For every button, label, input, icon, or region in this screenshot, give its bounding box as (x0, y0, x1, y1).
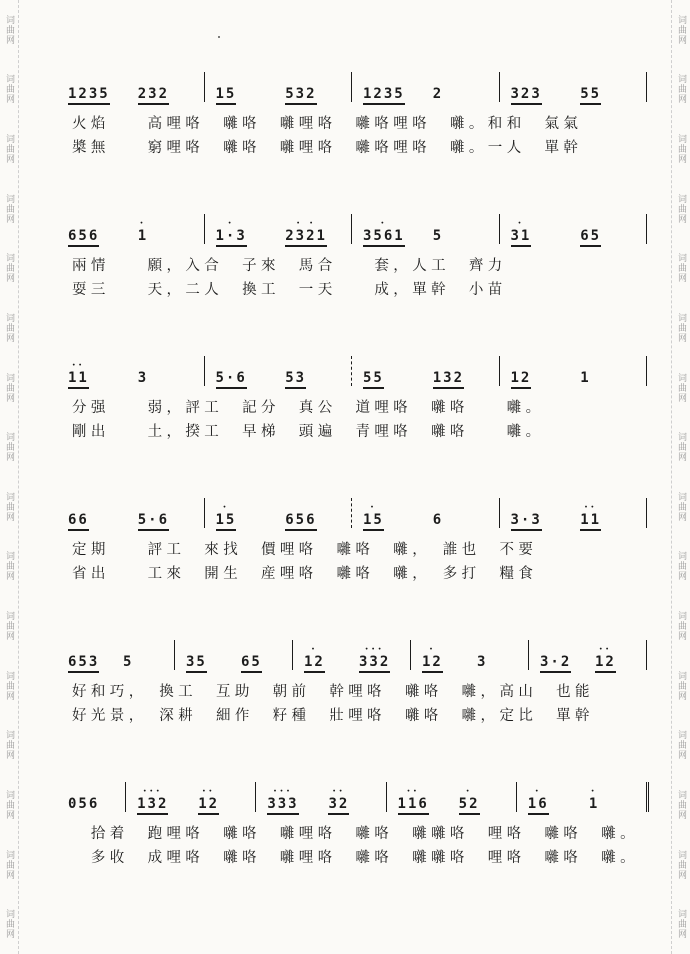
lyric-line: 耍三 天，二人 換工 一天 成，單幹 小苗 (72, 282, 507, 298)
note-group (459, 788, 480, 815)
note-group (216, 220, 247, 247)
watermark-text: 词曲网 (676, 611, 686, 642)
note-digits: 55 (363, 370, 384, 386)
note-group (511, 78, 542, 105)
beam-underline (359, 671, 390, 673)
note-digits: 12 (510, 370, 532, 386)
note-digits: 1·3 (215, 228, 247, 244)
watermark-text: 词曲网 (676, 74, 686, 105)
beam-underline (68, 245, 99, 247)
beam-underline (580, 103, 601, 105)
lyric-line: 拾着 跑哩咯 囃咯 囃哩咯 囃咯 囃囃咯 哩咯 囃咯 囃。 (72, 826, 639, 842)
beam-underline (216, 387, 247, 389)
watermark-text: 词曲网 (4, 611, 14, 642)
beam-underline (422, 671, 443, 673)
octave-dots: · (227, 218, 235, 229)
barline (646, 214, 647, 244)
note-digits: 3561 (363, 228, 405, 244)
note-digits: 5 (123, 654, 134, 670)
note-digits: 3 (477, 654, 488, 670)
no-beam (138, 245, 148, 247)
note-group (363, 220, 405, 247)
note-group (137, 788, 168, 815)
note-digits: 5·6 (215, 370, 247, 386)
watermark-text: 词曲网 (4, 372, 14, 403)
barline (204, 356, 205, 386)
score-system (62, 350, 662, 470)
score-system (62, 776, 662, 896)
note-digits: 333 (267, 796, 299, 812)
left-margin-watermark (0, 0, 19, 954)
beam-underline (328, 813, 349, 815)
note-digits: 15 (215, 512, 237, 528)
watermark-text: 词曲网 (4, 730, 14, 761)
note-digits: 1 (137, 228, 149, 244)
watermark-text: 词曲网 (676, 253, 686, 284)
note-digits: 6 (432, 512, 444, 528)
octave-dots: ·· (71, 360, 85, 371)
beam-underline (285, 387, 306, 389)
note-digits: 12 (422, 654, 443, 670)
note-digits: 656 (68, 228, 100, 244)
notation-row (62, 492, 662, 536)
note-group (68, 220, 99, 247)
beam-underline (285, 529, 316, 531)
beam-underline (216, 245, 247, 247)
page-speck (218, 36, 220, 38)
octave-dots: ·· (202, 786, 216, 797)
note-digits: 52 (458, 796, 480, 812)
note-digits: 31 (510, 228, 532, 244)
barline (292, 640, 293, 670)
barline (646, 356, 647, 386)
no-beam (477, 671, 487, 673)
note-digits: 12 (198, 796, 220, 812)
barline (204, 214, 205, 244)
notation-row (62, 634, 662, 678)
no-beam (433, 245, 443, 247)
barline (351, 72, 352, 102)
octave-dots: · (139, 218, 147, 229)
watermark-text: 词曲网 (676, 789, 686, 820)
beam-underline (186, 671, 207, 673)
barline (386, 782, 387, 812)
watermark-text: 词曲网 (676, 909, 686, 940)
lyric-line: 定期 評工 來找 價哩咯 囃咯 囃， 誰也 不要 (72, 542, 538, 558)
note-digits: 15 (215, 86, 237, 102)
octave-dots: · (222, 502, 230, 513)
note-group (433, 362, 464, 389)
note-group (398, 788, 429, 815)
note-digits: 1 (588, 796, 600, 812)
lyric-line: 好光景， 深耕 細作 籽種 壯哩咯 囃咯 囃，定比 單幹 (72, 708, 594, 724)
no-beam (433, 103, 443, 105)
note-group (68, 362, 89, 389)
watermark-text: 词曲网 (4, 551, 14, 582)
watermark-text: 词曲网 (676, 14, 686, 45)
note-group (595, 646, 616, 673)
octave-dots: ··· (143, 786, 163, 797)
beam-underline (285, 245, 327, 247)
note-group (511, 504, 542, 531)
note-digits: 1 (580, 370, 591, 386)
no-beam (433, 529, 443, 531)
note-group (216, 504, 237, 531)
barline (255, 782, 256, 812)
note-digits: 12 (304, 654, 325, 670)
watermark-text: 词曲网 (4, 432, 14, 463)
watermark-text: 词曲网 (676, 134, 686, 165)
note-group (285, 220, 327, 247)
note-group (123, 646, 133, 673)
beam-underline (540, 671, 571, 673)
lyric-line: 火焰 高哩咯 囃咯 囃哩咯 囃咯哩咯 囃。和和 氣氣 (72, 116, 583, 132)
notation-row (62, 350, 662, 394)
note-digits: 11 (68, 370, 89, 386)
note-group (285, 362, 306, 389)
beam-underline (138, 103, 169, 105)
octave-dots: · (590, 786, 598, 797)
note-digits: 2 (432, 86, 444, 102)
note-group (216, 78, 237, 105)
note-digits: 3 (137, 370, 149, 386)
note-group (363, 362, 384, 389)
octave-dots: ·· (332, 786, 346, 797)
octave-dots: · (517, 218, 525, 229)
no-beam (123, 671, 133, 673)
note-digits: 53 (285, 370, 307, 386)
note-group (138, 78, 169, 105)
watermark-text: 词曲网 (4, 670, 14, 701)
octave-dots: ·· (584, 502, 598, 513)
note-group (138, 504, 169, 531)
note-digits: 35 (186, 654, 207, 670)
barline (528, 640, 529, 670)
beam-underline (511, 387, 532, 389)
note-group (68, 504, 89, 531)
barline (499, 214, 500, 244)
barline (351, 498, 352, 528)
note-group (241, 646, 262, 673)
note-digits: 056 (68, 796, 100, 812)
no-beam (580, 387, 590, 389)
beam-underline (580, 529, 601, 531)
barline (351, 214, 352, 244)
note-group (328, 788, 349, 815)
beam-underline (216, 103, 237, 105)
beam-underline (595, 671, 616, 673)
right-margin-watermark (671, 0, 690, 954)
beam-underline (68, 529, 89, 531)
watermark-text: 词曲网 (676, 193, 686, 224)
watermark-text: 词曲网 (4, 312, 14, 343)
note-group (216, 362, 247, 389)
watermark-text: 词曲网 (676, 849, 686, 880)
watermark-text: 词曲网 (676, 730, 686, 761)
note-group (528, 788, 549, 815)
note-digits: 65 (580, 228, 602, 244)
lyric-line: 剛出 土，揆工 早梯 頭遍 青哩咯 囃咯 囃。 (72, 424, 545, 440)
no-beam (138, 387, 148, 389)
octave-dots: · (534, 786, 542, 797)
barline (351, 356, 352, 386)
note-group (477, 646, 487, 673)
note-group (511, 220, 532, 247)
note-digits: 55 (580, 86, 602, 102)
beam-underline (511, 529, 542, 531)
note-group (580, 78, 601, 105)
octave-dots: ·· (406, 786, 420, 797)
notation-row (62, 208, 662, 252)
barline (125, 782, 126, 812)
note-digits: 11 (580, 512, 602, 528)
watermark-text: 词曲网 (4, 909, 14, 940)
score-system (62, 634, 662, 754)
note-group (68, 646, 99, 673)
note-group (359, 646, 390, 673)
watermark-text: 词曲网 (676, 551, 686, 582)
notation-row (62, 66, 662, 110)
beam-underline (216, 529, 237, 531)
beam-underline (459, 813, 480, 815)
watermark-text: 词曲网 (676, 670, 686, 701)
beam-underline (528, 813, 549, 815)
lyric-line: 好和巧， 換工 互助 朝前 幹哩咯 囃咯 囃，高山 也能 (72, 684, 594, 700)
note-digits: 5 (432, 228, 444, 244)
note-group (285, 504, 316, 531)
note-digits: 116 (397, 796, 429, 812)
note-group (433, 504, 443, 531)
barline (410, 640, 411, 670)
barline (499, 498, 500, 528)
beam-underline (68, 387, 89, 389)
beam-underline (267, 813, 298, 815)
note-digits: 3·3 (510, 512, 542, 528)
lyric-line: 多收 成哩咯 囃咯 囃哩咯 囃咯 囃囃咯 哩咯 囃咯 囃。 (72, 850, 639, 866)
note-digits: 323 (510, 86, 542, 102)
watermark-text: 词曲网 (676, 312, 686, 343)
note-group (267, 788, 298, 815)
watermark-text: 词曲网 (4, 14, 14, 45)
note-group (138, 362, 148, 389)
note-group (433, 220, 443, 247)
score-system (62, 66, 662, 186)
beam-underline (138, 529, 169, 531)
note-group (186, 646, 207, 673)
beam-underline (363, 103, 405, 105)
barline (646, 640, 647, 670)
note-group (511, 362, 532, 389)
barline (174, 640, 175, 670)
note-digits: 5·6 (137, 512, 170, 528)
note-digits: 15 (363, 512, 384, 528)
note-group (580, 220, 601, 247)
no-beam (589, 813, 599, 815)
note-group (363, 504, 384, 531)
watermark-text: 词曲网 (4, 849, 14, 880)
beam-underline (68, 671, 99, 673)
octave-dots: ··· (273, 786, 293, 797)
note-digits: 132 (432, 370, 465, 386)
note-digits: 65 (241, 654, 262, 670)
beam-underline (398, 813, 429, 815)
beam-underline (511, 245, 532, 247)
beam-underline (241, 671, 262, 673)
note-digits: 1235 (363, 86, 405, 102)
note-digits: 653 (68, 654, 100, 670)
watermark-text: 词曲网 (4, 193, 14, 224)
note-group (580, 362, 590, 389)
note-group (304, 646, 325, 673)
watermark-text: 词曲网 (4, 74, 14, 105)
note-digits: 16 (527, 796, 549, 812)
barline (646, 72, 647, 102)
note-digits: 1235 (68, 86, 110, 102)
barline (204, 498, 205, 528)
octave-dots: · (465, 786, 473, 797)
watermark-text: 词曲网 (676, 491, 686, 522)
note-group (422, 646, 443, 673)
note-digits: 132 (137, 796, 169, 812)
beam-underline (433, 387, 464, 389)
beam-underline (363, 529, 384, 531)
notation-row (62, 776, 662, 820)
beam-underline (511, 103, 542, 105)
octave-dots: · (311, 644, 318, 655)
watermark-text: 词曲网 (4, 253, 14, 284)
barline (516, 782, 517, 812)
note-digits: 66 (68, 512, 89, 528)
note-group (363, 78, 405, 105)
lyric-line: 分强 弱，評工 記分 真公 道哩咯 囃咯 囃。 (72, 400, 545, 416)
watermark-text: 词曲网 (676, 372, 686, 403)
lyric-line: 省出 工來 開生 産哩咯 囃咯 囃， 多打 糧食 (72, 566, 538, 582)
lyric-line: 槳無 窮哩咯 囃咯 囃哩咯 囃咯哩咯 囃。一人 單幹 (72, 140, 583, 156)
octave-dots: · (380, 218, 388, 229)
score-system (62, 492, 662, 612)
note-digits: 2321 (285, 228, 327, 244)
note-digits: 3·2 (540, 654, 572, 670)
note-group (433, 78, 443, 105)
note-group (68, 78, 110, 105)
note-digits: 32 (328, 796, 350, 812)
barline (499, 356, 500, 386)
beam-underline (285, 103, 316, 105)
note-digits: 532 (285, 86, 317, 102)
beam-underline (68, 103, 110, 105)
watermark-text: 词曲网 (676, 432, 686, 463)
beam-underline (137, 813, 168, 815)
octave-dots: ··· (364, 644, 385, 655)
score-system (62, 208, 662, 328)
barline (499, 72, 500, 102)
beam-underline (580, 245, 601, 247)
note-group (589, 788, 599, 815)
note-digits: 232 (137, 86, 170, 102)
note-group (580, 504, 601, 531)
note-group (285, 78, 316, 105)
beam-underline (363, 387, 384, 389)
lyric-line: 兩情 願，入合 子來 馬合 套，人工 齊力 (72, 258, 507, 274)
final-barline (646, 782, 652, 812)
note-group (68, 788, 99, 815)
no-beam (68, 813, 99, 815)
note-digits: 12 (595, 654, 616, 670)
beam-underline (198, 813, 219, 815)
watermark-text: 词曲网 (4, 134, 14, 165)
note-digits: 656 (285, 512, 317, 528)
note-digits: 332 (359, 654, 391, 670)
octave-dots: · (370, 502, 377, 513)
watermark-text: 词曲网 (4, 491, 14, 522)
barline (646, 498, 647, 528)
watermark-text: 词曲网 (4, 789, 14, 820)
beam-underline (363, 245, 405, 247)
note-group (540, 646, 571, 673)
octave-dots: · · (296, 218, 316, 229)
note-group (198, 788, 219, 815)
octave-dots: · (429, 644, 436, 655)
beam-underline (304, 671, 325, 673)
octave-dots: ·· (598, 644, 612, 655)
note-group (138, 220, 148, 247)
barline (204, 72, 205, 102)
